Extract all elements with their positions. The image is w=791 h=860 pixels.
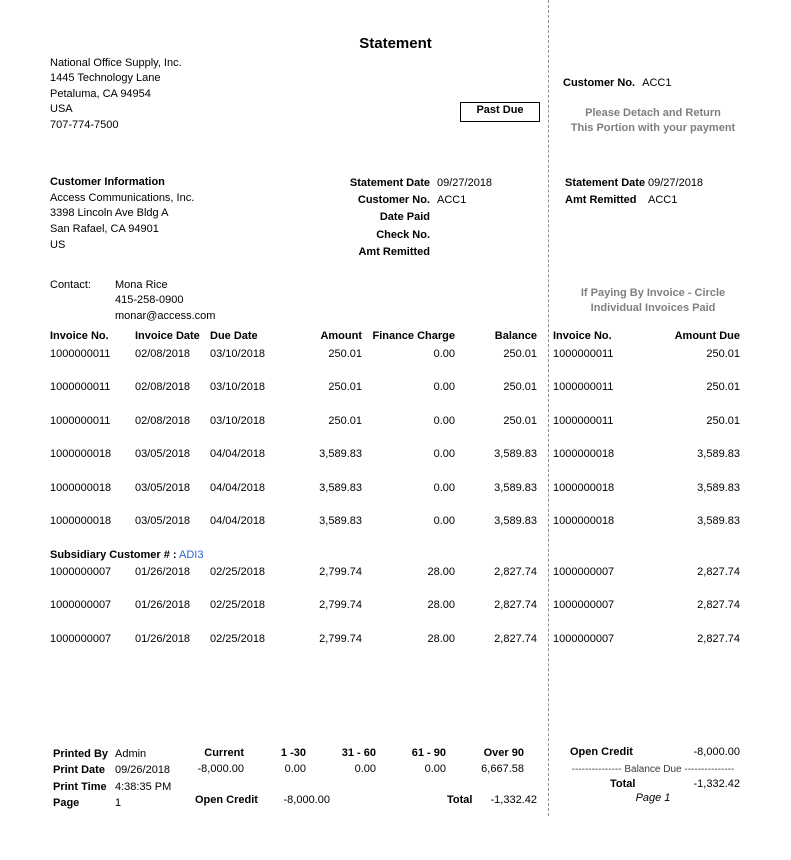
statement-date-label: Statement Date: [349, 177, 430, 189]
invoice-row: [50, 381, 740, 415]
amt-remitted-label: Amt Remitted: [358, 245, 430, 258]
col-header-stub-amount-due: Amount Due: [674, 330, 740, 342]
customer-no-value: ACC1: [437, 194, 467, 207]
cell-finance-charge: 28.00: [427, 599, 455, 611]
cell-finance-charge: 28.00: [427, 565, 455, 578]
cell-amount: 250.01: [328, 381, 362, 393]
stub-statement-date-label: Statement Date: [565, 177, 646, 189]
cell-finance-charge: 0.00: [433, 481, 455, 494]
contact-row: [50, 278, 215, 293]
aging-header-31-60: 31 - 60: [341, 747, 376, 759]
invoice-row: [50, 348, 740, 382]
cell-amount: 3,589.83: [319, 448, 362, 460]
cell-finance-charge: 0.00: [433, 448, 455, 460]
cell-balance: 250.01: [503, 347, 537, 360]
printed-by-row: [53, 746, 171, 762]
stub-total-label: Total: [610, 778, 636, 790]
sender-company-block: [50, 56, 182, 133]
cell-invoice-date: 01/26/2018: [135, 565, 191, 578]
cell-balance: 2,827.74: [494, 565, 537, 578]
cell-stub-amount-due: 250.01: [706, 414, 740, 427]
customer-no-row: [250, 192, 492, 209]
paying-note-line2: Individual Invoices Paid: [590, 302, 716, 314]
stub-amt-remitted-row: [565, 192, 703, 209]
aging-header-over-90: Over 90: [483, 747, 524, 759]
past-due-badge: Past Due: [460, 102, 540, 122]
cell-invoice-date: 01/26/2018: [135, 599, 191, 611]
col-header-stub-invoice-no: Invoice No.: [553, 330, 612, 342]
contact-block: [50, 278, 215, 324]
customer-info-heading: Customer Information: [50, 176, 165, 188]
print-time-value: 4:38:35 PM: [115, 780, 172, 793]
stub-total-value: -1,332.42: [693, 778, 740, 790]
cell-amount: 3,589.83: [319, 481, 362, 494]
total-label: Total: [447, 794, 473, 806]
cell-invoice-no: 1000000011: [50, 347, 111, 360]
cell-invoice-date: 02/08/2018: [135, 381, 191, 393]
stub-customer-no-value: ACC1: [642, 77, 672, 89]
contact-label: Contact:: [50, 279, 91, 291]
aging-summary: [182, 747, 524, 778]
customer-address-line1: 3398 Lincoln Ave Bldg A: [50, 207, 169, 220]
cell-invoice-no: 1000000011: [50, 381, 111, 393]
col-header-due-date: Due Date: [210, 330, 258, 342]
aging-header-61-90: 61 - 90: [411, 747, 446, 759]
cell-invoice-no: 1000000007: [50, 565, 112, 578]
check-no-label: Check No.: [376, 228, 430, 241]
date-paid-label: Date Paid: [379, 211, 430, 224]
cell-due-date: 02/25/2018: [210, 599, 266, 611]
row-spacer: [537, 515, 553, 549]
cell-invoice-no: 1000000018: [50, 515, 112, 527]
invoice-rows-container: [50, 348, 740, 667]
cell-amount: 2,799.74: [319, 599, 362, 611]
cell-stub-amount-due: 3,589.83: [697, 515, 740, 527]
cell-finance-charge: 0.00: [433, 515, 455, 527]
cell-amount: 250.01: [328, 347, 362, 360]
statement-date-row: [250, 175, 492, 192]
subsidiary-customer-label: Subsidiary Customer # :: [50, 548, 177, 561]
date-paid-row: [250, 209, 492, 226]
cell-stub-invoice-no: 1000000011: [553, 414, 614, 427]
invoice-table: [50, 330, 740, 666]
row-spacer: [537, 448, 553, 482]
page-number-row: [53, 795, 171, 811]
statement-date-value: 09/27/2018: [437, 177, 493, 189]
cell-due-date: 04/04/2018: [210, 515, 266, 527]
open-credit-label: Open Credit: [195, 794, 258, 806]
cell-balance: 3,589.83: [494, 515, 537, 527]
cell-invoice-no: 1000000011: [50, 414, 111, 427]
aging-value-over-90: 6,667.58: [481, 762, 524, 775]
cell-stub-invoice-no: 1000000018: [553, 448, 615, 460]
customer-address-line2: San Rafael, CA 94901: [50, 223, 159, 236]
aging-header-current: Current: [204, 747, 244, 759]
invoice-row: [50, 482, 740, 516]
subsidiary-customer-link[interactable]: ADI3: [179, 548, 204, 561]
print-info-block: [53, 746, 171, 811]
row-spacer: [537, 482, 553, 516]
aging-value-31-60: 0.00: [354, 762, 376, 775]
cell-invoice-date: 03/05/2018: [135, 448, 191, 460]
cell-stub-invoice-no: 1000000018: [553, 515, 615, 527]
company-phone: 707-774-7500: [50, 118, 119, 131]
cell-due-date: 03/10/2018: [210, 414, 266, 427]
cell-balance: 250.01: [503, 414, 537, 427]
invoice-row: [50, 566, 740, 600]
cell-invoice-date: 02/08/2018: [135, 347, 191, 360]
cell-stub-amount-due: 2,827.74: [697, 565, 740, 578]
detach-note-line1: Please Detach and Return: [585, 107, 721, 119]
print-date-value: 09/26/2018: [115, 764, 171, 777]
invoice-row: [50, 515, 740, 549]
invoice-row: [50, 415, 740, 449]
stub-amt-remitted-label: Amt Remitted: [565, 194, 637, 207]
cell-due-date: 03/10/2018: [210, 381, 266, 393]
cell-stub-amount-due: 2,827.74: [697, 632, 740, 645]
cell-balance: 2,827.74: [494, 599, 537, 611]
page-title: Statement: [359, 35, 432, 52]
cell-invoice-no: 1000000018: [50, 448, 112, 460]
row-spacer: [537, 348, 553, 382]
customer-info-block: [50, 175, 194, 254]
company-address-line1: 1445 Technology Lane: [50, 72, 161, 85]
row-spacer: [537, 566, 553, 600]
cell-balance: 3,589.83: [494, 448, 537, 460]
total-value: -1,332.42: [490, 794, 537, 806]
row-spacer: [537, 381, 553, 415]
cell-invoice-date: 03/05/2018: [135, 515, 191, 527]
print-date-row: [53, 762, 171, 778]
print-date-label: Print Date: [53, 764, 105, 777]
print-time-row: [53, 779, 171, 795]
cell-finance-charge: 0.00: [433, 381, 455, 393]
contact-phone: 415-258-0900: [115, 294, 184, 307]
cell-balance: 3,589.83: [494, 481, 537, 494]
cell-stub-invoice-no: 1000000011: [553, 347, 614, 360]
cell-invoice-no: 1000000007: [50, 632, 112, 645]
stub-page-number: Page 1: [635, 792, 671, 804]
cell-stub-invoice-no: 1000000007: [553, 565, 615, 578]
cell-balance: 2,827.74: [494, 632, 537, 645]
cell-due-date: 02/25/2018: [210, 565, 266, 578]
cell-due-date: 02/25/2018: [210, 632, 266, 645]
printed-by-value: Admin: [115, 748, 147, 760]
cell-finance-charge: 28.00: [427, 632, 455, 645]
cell-amount: 250.01: [328, 414, 362, 427]
company-address-line2: Petaluma, CA 94954: [50, 87, 151, 100]
cell-stub-amount-due: 2,827.74: [697, 599, 740, 611]
cell-stub-amount-due: 250.01: [706, 347, 740, 360]
col-header-invoice-date: Invoice Date: [135, 330, 200, 342]
cell-stub-amount-due: 3,589.83: [697, 448, 740, 460]
stub-customer-no-label: Customer No.: [563, 77, 636, 89]
cell-finance-charge: 0.00: [433, 347, 455, 360]
invoice-row: [50, 599, 740, 633]
customer-no-label: Customer No.: [357, 194, 430, 207]
stub-open-credit-value: -8,000.00: [693, 746, 740, 758]
cell-finance-charge: 0.00: [433, 414, 455, 427]
page-number-label: Page: [53, 796, 80, 809]
cell-due-date: 04/04/2018: [210, 481, 266, 494]
cell-invoice-no: 1000000018: [50, 481, 112, 494]
header-spacer: [537, 330, 553, 348]
invoice-row: [50, 448, 740, 482]
paying-note-line1: If Paying By Invoice - Circle: [580, 287, 726, 299]
cell-stub-amount-due: 250.01: [706, 381, 740, 393]
col-header-finance-charge: Finance Charge: [372, 330, 455, 342]
row-spacer: [537, 599, 553, 633]
cell-invoice-date: 02/08/2018: [135, 414, 191, 427]
col-header-invoice-no: Invoice No.: [50, 330, 109, 342]
customer-name: Access Communications, Inc.: [50, 191, 195, 204]
cell-amount: 2,799.74: [319, 565, 362, 578]
printed-by-label: Printed By: [53, 748, 109, 760]
stub-open-credit-label: Open Credit: [570, 746, 633, 758]
customer-country: US: [50, 238, 66, 251]
detach-note: [563, 106, 743, 136]
col-header-balance: Balance: [494, 330, 537, 342]
cell-stub-amount-due: 3,589.83: [697, 481, 740, 494]
aging-header-1-30: 1 -30: [280, 747, 306, 759]
cell-amount: 2,799.74: [319, 632, 362, 645]
row-spacer: [537, 633, 553, 667]
cell-stub-invoice-no: 1000000018: [553, 481, 615, 494]
stub-amt-remitted-value: ACC1: [648, 194, 678, 207]
invoice-table-header: [50, 330, 740, 348]
cell-stub-invoice-no: 1000000011: [553, 381, 614, 393]
stub-balance-due-divider: --------------- Balance Due ---------------: [571, 764, 735, 775]
cell-balance: 250.01: [503, 381, 537, 393]
detach-note-line2: This Portion with your payment: [570, 122, 736, 134]
company-name: National Office Supply, Inc.: [50, 57, 182, 69]
open-credit-value: -8,000.00: [283, 794, 330, 806]
print-time-label: Print Time: [53, 780, 107, 793]
paying-by-invoice-note: [563, 286, 743, 316]
contact-email: monar@access.com: [115, 309, 216, 322]
check-no-row: [250, 227, 492, 244]
stub-meta-block: [565, 175, 703, 209]
row-spacer: [537, 415, 553, 449]
aging-value-current: -8,000.00: [197, 762, 244, 775]
cell-due-date: 03/10/2018: [210, 347, 266, 360]
cell-stub-invoice-no: 1000000007: [553, 599, 615, 611]
invoice-row: [50, 633, 740, 667]
stub-statement-date-value: 09/27/2018: [648, 177, 704, 189]
cell-invoice-date: 01/26/2018: [135, 632, 191, 645]
cell-due-date: 04/04/2018: [210, 448, 266, 460]
page-number-value: 1: [115, 796, 122, 809]
cell-amount: 3,589.83: [319, 515, 362, 527]
stub-customer-no-row: [563, 77, 671, 89]
col-header-amount: Amount: [320, 330, 362, 342]
aging-value-1-30: 0.00: [284, 762, 306, 775]
cell-invoice-date: 03/05/2018: [135, 481, 191, 494]
subsidiary-customer-heading: [50, 549, 740, 566]
statement-meta-block: [250, 175, 492, 261]
cell-stub-invoice-no: 1000000007: [553, 632, 615, 645]
stub-statement-date-row: [565, 175, 703, 192]
aging-value-61-90: 0.00: [424, 762, 446, 775]
cell-invoice-no: 1000000007: [50, 599, 112, 611]
contact-name: Mona Rice: [115, 279, 168, 291]
company-country: USA: [50, 103, 73, 116]
amt-remitted-row: [250, 244, 492, 261]
